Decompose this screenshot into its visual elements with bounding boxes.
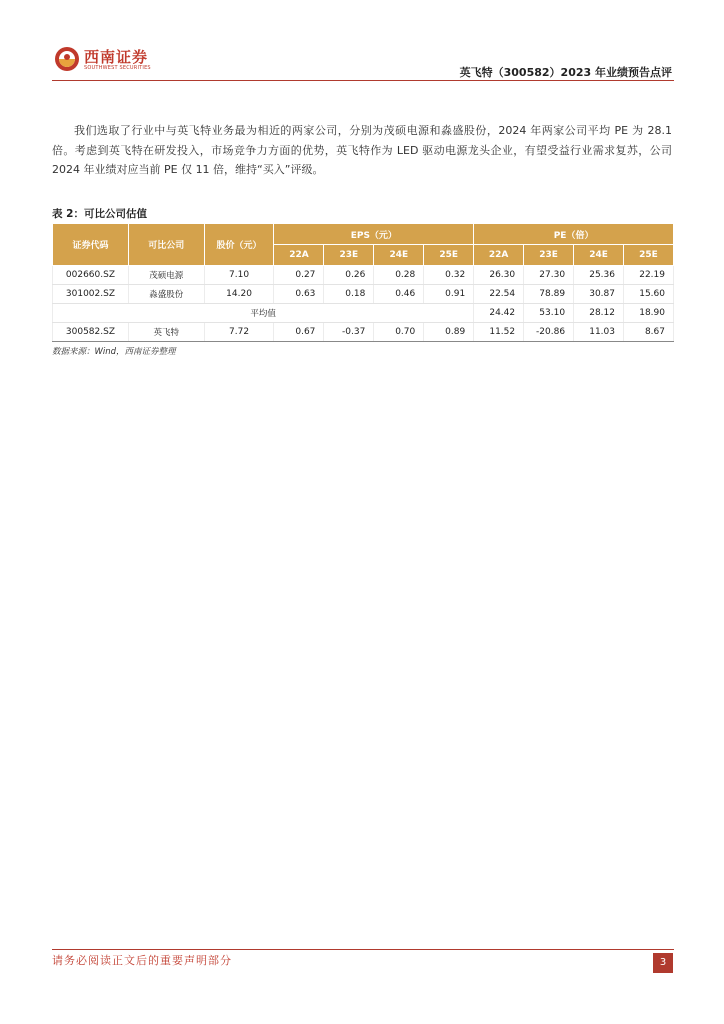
cell-pe: 22.54 xyxy=(474,285,524,304)
table-row-average xyxy=(53,304,674,323)
cell-eps: 0.28 xyxy=(374,266,424,285)
cell-pe: 26.30 xyxy=(474,266,524,285)
header-eps-year: 24E xyxy=(374,245,424,266)
cell-pe: 11.52 xyxy=(474,323,524,342)
header-pe-year: 24E xyxy=(574,245,624,266)
cell-eps: 0.46 xyxy=(374,285,424,304)
table-source: 数据来源：Wind，西南证券整理 xyxy=(52,347,176,357)
footer-notice: 请务必阅读正文后的重要声明部分 xyxy=(52,954,232,967)
header-code: 证券代码 xyxy=(53,224,129,266)
header-eps-year: 25E xyxy=(424,245,474,266)
cell-company: 淼盛股份 xyxy=(128,285,204,304)
cell-eps: 0.18 xyxy=(324,285,374,304)
header-pe-year: 25E xyxy=(624,245,674,266)
header-price: 股价（元） xyxy=(204,224,274,266)
cell-eps: 0.27 xyxy=(274,266,324,285)
logo-name-cn: 西南证券 xyxy=(84,48,149,66)
table-row xyxy=(53,266,674,285)
header-pe-year: 23E xyxy=(524,245,574,266)
cell-pe: 30.87 xyxy=(574,285,624,304)
report-title: 英飞特（300582）2023 年业绩预告点评 xyxy=(459,66,672,79)
table-row xyxy=(53,285,674,304)
cell-eps: 0.26 xyxy=(324,266,374,285)
cell-pe: 53.10 xyxy=(524,304,574,323)
header-company: 可比公司 xyxy=(128,224,204,266)
cell-pe: 11.03 xyxy=(574,323,624,342)
page-number: 3 xyxy=(653,953,673,973)
header-pe-group: PE（倍） xyxy=(474,224,674,245)
company-logo xyxy=(54,44,154,76)
cell-pe: 24.42 xyxy=(474,304,524,323)
cell-pe: -20.86 xyxy=(524,323,574,342)
logo-name-en: SOUTHWEST SECURITIES xyxy=(84,65,151,71)
logo-mark-icon xyxy=(54,46,80,72)
body-paragraph: 我们选取了行业中与英飞特业务最为相近的两家公司，分别为茂硕电源和淼盛股份，2024 年两家公司平均 PE 为 28.1 倍。考虑到英飞特在研发投入，市场竞争力方面的优势，英飞特作为 LED 驱动电源龙头企业，有望受益行业需求复苏，公司 2024 年业绩对应当前 PE 仅 11 倍，维持“买入”评级。 xyxy=(52,124,672,176)
cell-price: 7.10 xyxy=(204,266,274,285)
cell-eps: 0.67 xyxy=(274,323,324,342)
cell-eps: 0.63 xyxy=(274,285,324,304)
cell-company: 英飞特 xyxy=(128,323,204,342)
cell-eps: 0.91 xyxy=(424,285,474,304)
cell-pe: 78.89 xyxy=(524,285,574,304)
cell-code: 002660.SZ xyxy=(53,266,129,285)
cell-company: 茂硕电源 xyxy=(128,266,204,285)
cell-price: 7.72 xyxy=(204,323,274,342)
cell-average-label: 平均值 xyxy=(53,304,474,323)
cell-code: 300582.SZ xyxy=(53,323,129,342)
header-eps-group: EPS（元） xyxy=(274,224,474,245)
cell-pe: 27.30 xyxy=(524,266,574,285)
valuation-table xyxy=(52,223,674,342)
cell-pe: 8.67 xyxy=(624,323,674,342)
table-caption: 表 2：可比公司估值 xyxy=(52,208,147,220)
table-row-target xyxy=(53,323,674,342)
header-eps-year: 22A xyxy=(274,245,324,266)
cell-price: 14.20 xyxy=(204,285,274,304)
cell-eps: 0.89 xyxy=(424,323,474,342)
footer-divider xyxy=(52,949,674,950)
header-eps-year: 23E xyxy=(324,245,374,266)
header-divider xyxy=(52,80,674,81)
cell-pe: 22.19 xyxy=(624,266,674,285)
cell-pe: 28.12 xyxy=(574,304,624,323)
cell-pe: 25.36 xyxy=(574,266,624,285)
cell-eps: -0.37 xyxy=(324,323,374,342)
cell-eps: 0.32 xyxy=(424,266,474,285)
cell-pe: 18.90 xyxy=(624,304,674,323)
cell-code: 301002.SZ xyxy=(53,285,129,304)
header-pe-year: 22A xyxy=(474,245,524,266)
cell-eps: 0.70 xyxy=(374,323,424,342)
cell-pe: 15.60 xyxy=(624,285,674,304)
